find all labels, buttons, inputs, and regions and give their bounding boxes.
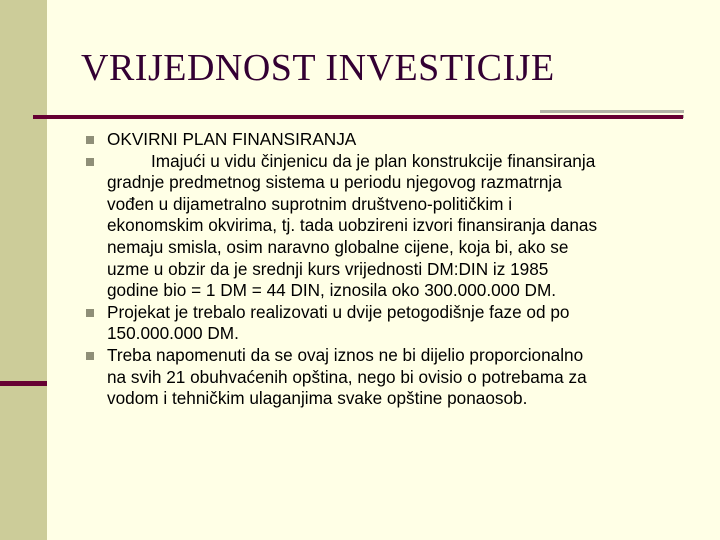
slide-title: VRIJEDNOST INVESTICIJE [81,47,555,89]
text-line: uzme u obzir da je srednji kurs vrijednosti DM:DIN iz 1985 [107,258,549,279]
text-line: vođen u dijametralno suprotnim društveno-političkim i [107,193,513,214]
bullet-paragraph [86,129,686,151]
text-line: nemaju smisla, osim naravno globalne cijene, koja bi, ako se [107,236,569,257]
square-bullet-icon [86,309,94,317]
text-line: vodom i tehničkim ulaganjima svake opštine ponaosob. [107,388,528,409]
square-bullet-icon [86,158,94,166]
text-line: na svih 21 obuhvaćenih opština, nego bi ovisio o potrebama za [107,366,587,387]
text-line: OKVIRNI PLAN FINANSIRANJA [107,129,357,149]
square-bullet-icon [86,352,94,360]
text-line: Projekat je trebalo realizovati u dvije petogodišnje faze od po [107,301,570,322]
text-line: 150.000.000 DM. [107,323,239,344]
bullet-paragraph [86,345,686,410]
text-line: ekonomskim okvirima, tj. tada uobzireni izvori finansiranja danas [107,215,598,236]
slide-content [86,129,686,410]
text-line: Imajući u vidu činjenicu da je plan konstrukcije finansiranja [151,150,596,171]
square-bullet-icon [86,136,94,144]
title-rule [33,115,683,119]
text-line: godine bio = 1 DM = 44 DIN, iznosila oko 300.000.000 DM. [107,280,557,301]
bullet-paragraph [86,302,686,345]
left-decorative-bar [0,0,47,540]
text-line: Treba napomenuti da se ovaj iznos ne bi dijelio proporcionalno [107,344,584,365]
text-line: gradnje predmetnog sistema u periodu njegovog razmatrnja [107,172,562,193]
left-accent-stripe [0,381,47,386]
bullet-paragraph [86,151,686,302]
